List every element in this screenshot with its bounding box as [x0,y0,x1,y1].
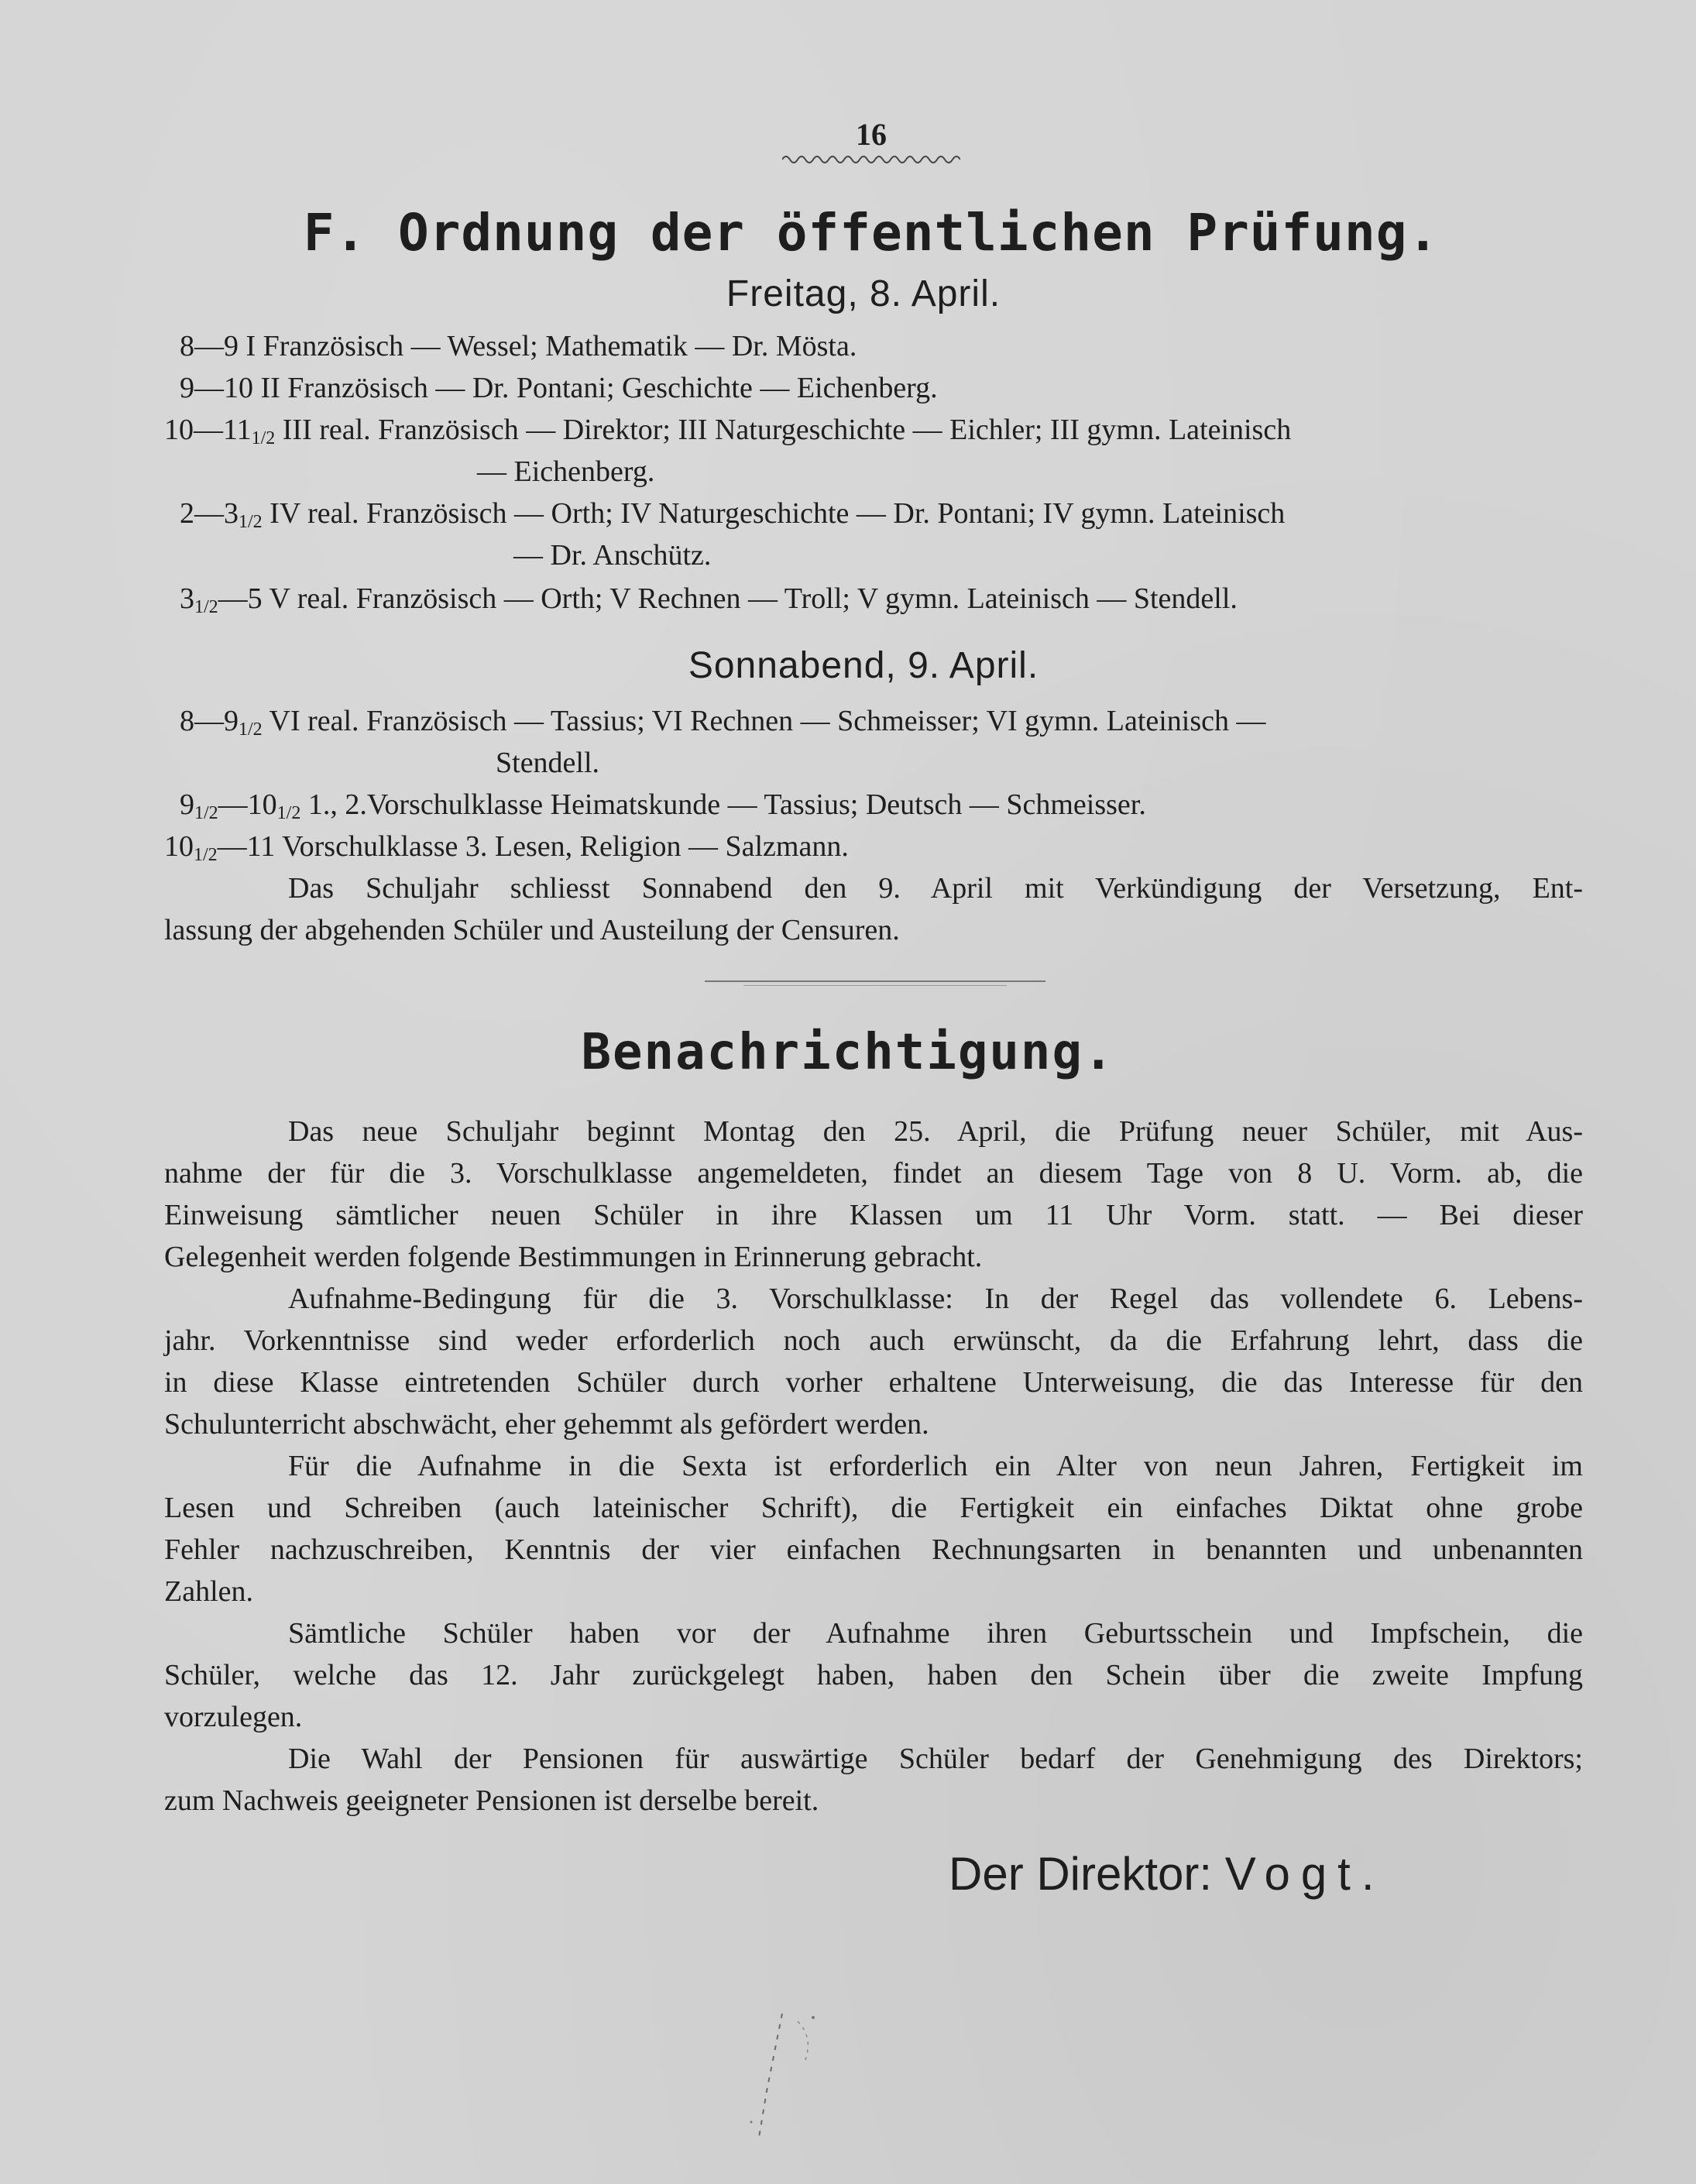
friday-heading: Freitag, 8. April. [726,273,1001,314]
friday-line-2: 9—10 II Französisch — Dr. Pontani; Geschichte — Eichenberg. [180,372,938,404]
time-end: —5 [218,582,263,615]
notice-p1-line-4: Gelegenheit werden folgende Bestimmungen in Erinnerung gebracht. [164,1241,983,1273]
saturday-line-3 [164,832,849,864]
time-range: 10—11 [164,414,252,446]
notice-p5-line-2: zum Nachweis geeigneter Pensionen ist derselbe bereit. [164,1784,819,1817]
entry-text: IV real. Französisch — Orth; IV Naturgeschichte — Dr. Pontani; IV gymn. Lateinisch [270,497,1286,530]
notice-p2-line-2: jahr. Vorkenntnisse sind weder erforderlich noch auch erwünscht, da die Erfahrung lehrt, dass die [164,1324,1583,1357]
friday-line-3 [164,415,1291,448]
time-end: —10 [218,788,277,821]
fraction-half: 1/2 [251,428,276,448]
friday-line-3-cont: — Eichenberg. [477,455,655,488]
saturday-line-2 [180,790,1146,822]
saturday-line-1 [180,706,1266,739]
fraction-half: 1/2 [239,512,263,532]
paper-speckle-mark [720,2006,891,2161]
closing-line-1: Das Schuljahr schliesst Sonnabend den 9. April mit Verkündigung der Versetzung, Ent- [288,872,1583,905]
notice-p3-line-3: Fehler nachzuschreiben, Kenntnis der vier einfachen Rechnungsarten in benannten und unbenannten [164,1533,1583,1566]
notice-p1-line-1: Das neue Schuljahr beginnt Montag den 25. April, die Prüfung neuer Schüler, mit Aus- [288,1115,1583,1148]
signature-label: Der Direktor: [949,1848,1213,1900]
signature [949,1847,1385,1901]
notice-p3-line-2: Lesen und Schreiben (auch lateinischer Schrift), die Fertigkeit ein einfaches Diktat ohne grobe [164,1492,1583,1524]
notice-p3-line-4: Zahlen. [164,1575,254,1608]
fraction-half: 1/2 [276,803,301,823]
time-range: 8—9 [180,705,239,737]
page-number: 16 [856,117,887,152]
time-end: —11 [217,830,276,863]
section-title: F. Ordnung der öffentlichen Prüfung. [303,203,1440,263]
time-start: 3 [180,582,194,615]
notice-p3-line-1: Für die Aufnahme in die Sexta ist erforderlich ein Alter von neun Jahren, Fertigkeit im [288,1450,1583,1482]
notice-heading: Benachrichtigung. [581,1024,1115,1081]
time-range: 2—3 [180,497,239,530]
notice-p4-line-3: vorzulegen. [164,1701,303,1733]
entry-text: Vorschulklasse 3. Lesen, Religion — Salzmann. [282,830,849,863]
signature-name: Vogt. [1224,1848,1385,1900]
friday-line-4-cont: — Dr. Anschütz. [513,539,712,572]
entry-text: III real. Französisch — Direktor; III Naturgeschichte — Eichler; III gymn. Lateinisch [282,414,1292,446]
section-divider [705,980,1045,982]
fraction-half: 1/2 [239,719,263,740]
fraction-half: 1/2 [194,845,218,865]
notice-p1-line-2: nahme der für die 3. Vorschulklasse angemeldeten, findet an diesem Tage von 8 U. Vorm. ab, die [164,1157,1583,1190]
closing-line-2: lassung der abgehenden Schüler und Austeilung der Censuren. [164,914,900,946]
notice-p4-line-1: Sämtliche Schüler haben vor der Aufnahme ihren Geburtsschein und Impfschein, die [288,1617,1583,1650]
section-divider-thin [743,985,1007,986]
time-start: 10 [164,830,194,863]
friday-line-4 [180,499,1285,531]
notice-p2-line-3: in diese Klasse eintretenden Schüler durch vorher erhaltene Unterweisung, die das Interesse für den [164,1366,1583,1399]
notice-p2-line-4: Schulunterricht abschwächt, eher gehemmt als gefördert werden. [164,1408,929,1441]
fraction-half: 1/2 [194,597,218,617]
fraction-half: 1/2 [194,803,218,823]
ornament-squiggle [782,153,960,166]
notice-p5-line-1: Die Wahl der Pensionen für auswärtige Schüler bedarf der Genehmigung des Direktors; [288,1743,1583,1775]
friday-line-1: 8—9 I Französisch — Wessel; Mathematik — Dr. Mösta. [180,330,857,362]
saturday-heading: Sonnabend, 9. April. [688,645,1039,686]
time-start: 9 [180,788,194,821]
friday-line-5 [180,584,1238,616]
notice-p1-line-3: Einweisung sämtlicher neuen Schüler in ihre Klassen um 11 Uhr Vorm. statt. — Bei dieser [164,1199,1583,1231]
entry-text: VI real. Französisch — Tassius; VI Rechnen — Schmeisser; VI gymn. Lateinisch — [269,705,1266,737]
saturday-line-1-cont: Stendell. [496,747,600,779]
entry-text: 1., 2.Vorschulklasse Heimatskunde — Tassius; Deutsch — Schmeisser. [307,788,1146,821]
notice-p2-line-1: Aufnahme-Bedingung für die 3. Vorschulklasse: In der Regel das vollendete 6. Lebens- [288,1283,1583,1315]
entry-text: V real. Französisch — Orth; V Rechnen — Troll; V gymn. Lateinisch — Stendell. [269,582,1238,615]
notice-p4-line-2: Schüler, welche das 12. Jahr zurückgelegt haben, haben den Schein über die zweite Impfung [164,1659,1583,1691]
